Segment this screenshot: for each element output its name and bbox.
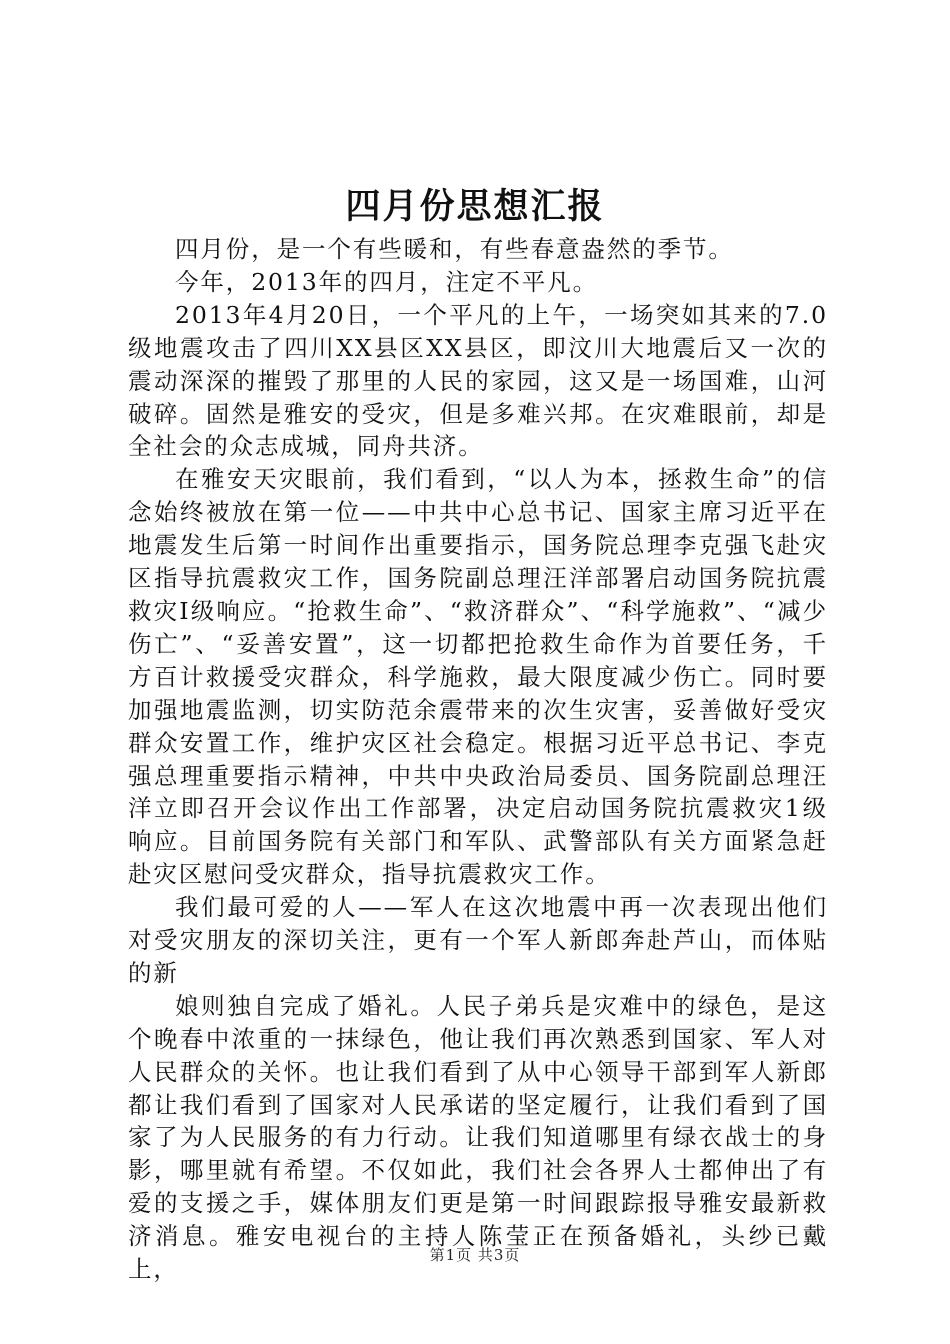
paragraph-soldiers: 我们最可爱的人——军人在这次地震中再一次表现出他们对受灾朋友的深切关注，更有一个军人新郎奔赴芦山，而体贴的新 (128, 893, 828, 987)
paragraph-intro: 四月份，是一个有些暖和，有些春意盎然的季节。 (175, 235, 734, 263)
document-title: 四月份思想汇报 (345, 186, 605, 227)
document-body (128, 233, 828, 1286)
paragraph-bride: 娘则独自完成了婚礼。人民子弟兵是灾难中的绿色，是这个晚春中浓重的一抹绿色，他让我们再次熟悉到国家、军人对人民群众的关怀。也让我们看到了从中心领导干部到军人新郎都让我们看到了国家对人民承诺的坚定履行，让我们看到了国家了为人民服务的有力行动。让我们知道哪里有绿衣战士的身影，哪里就有希望。不仅如此，我们社会各界人士都伸出了有爱的支援之手，媒体朋友们更是第一时间跟踪报导雅安最新救济消息。雅安电视台的主持人陈莹正在预备婚礼，头纱已戴上， (128, 991, 828, 1284)
page-footer: 第1页 共3页 (429, 1246, 521, 1264)
paragraph-earthquake: 2013年4月20日，一个平凡的上午，一场突如其来的7.0级地震攻击了四川XX县区XX县区，即汶川大地震后又一次的震动深深的摧毁了那里的人民的家园，这又是一场国难，山河破碎。固然是雅安的受灾，但是多难兴邦。在灾难眼前，却是全社会的众志成城，同舟共济。 (128, 300, 828, 461)
paragraph-year: 今年，2013年的四月，注定不平凡。 (175, 267, 599, 296)
paragraph-response: 在雅安天灾眼前，我们看到，“以人为本，拯救生命”的信念始终被放在第一位——中共中心总书记、国家主席习近平在地震发生后第一时间作出重要指示，国务院总理李克强飞赴灾区指导抗震救灾工作，国务院副总理汪洋部署启动国务院抗震救灾I级响应。“抢救生命”、“救济群众”、“科学施救”、“减少伤亡”、“妥善安置”，这一切都把抢救生命作为首要任务，千方百计救援受灾群众，科学施救，最大限度减少伤亡。同时要加强地震监测，切实防范余震带来的次生灾害，妥善做好受灾群众安置工作，维护灾区社会稳定。根据习近平总书记、李克强总理重要指示精神，中共中央政治局委员、国务院副总理汪洋立即召开会议作出工作部署，决定启动国务院抗震救灾1级响应。目前国务院有关部门和军队、武警部队有关方面紧急赶赴灾区慰问受灾群众，指导抗震救灾工作。 (128, 465, 828, 889)
